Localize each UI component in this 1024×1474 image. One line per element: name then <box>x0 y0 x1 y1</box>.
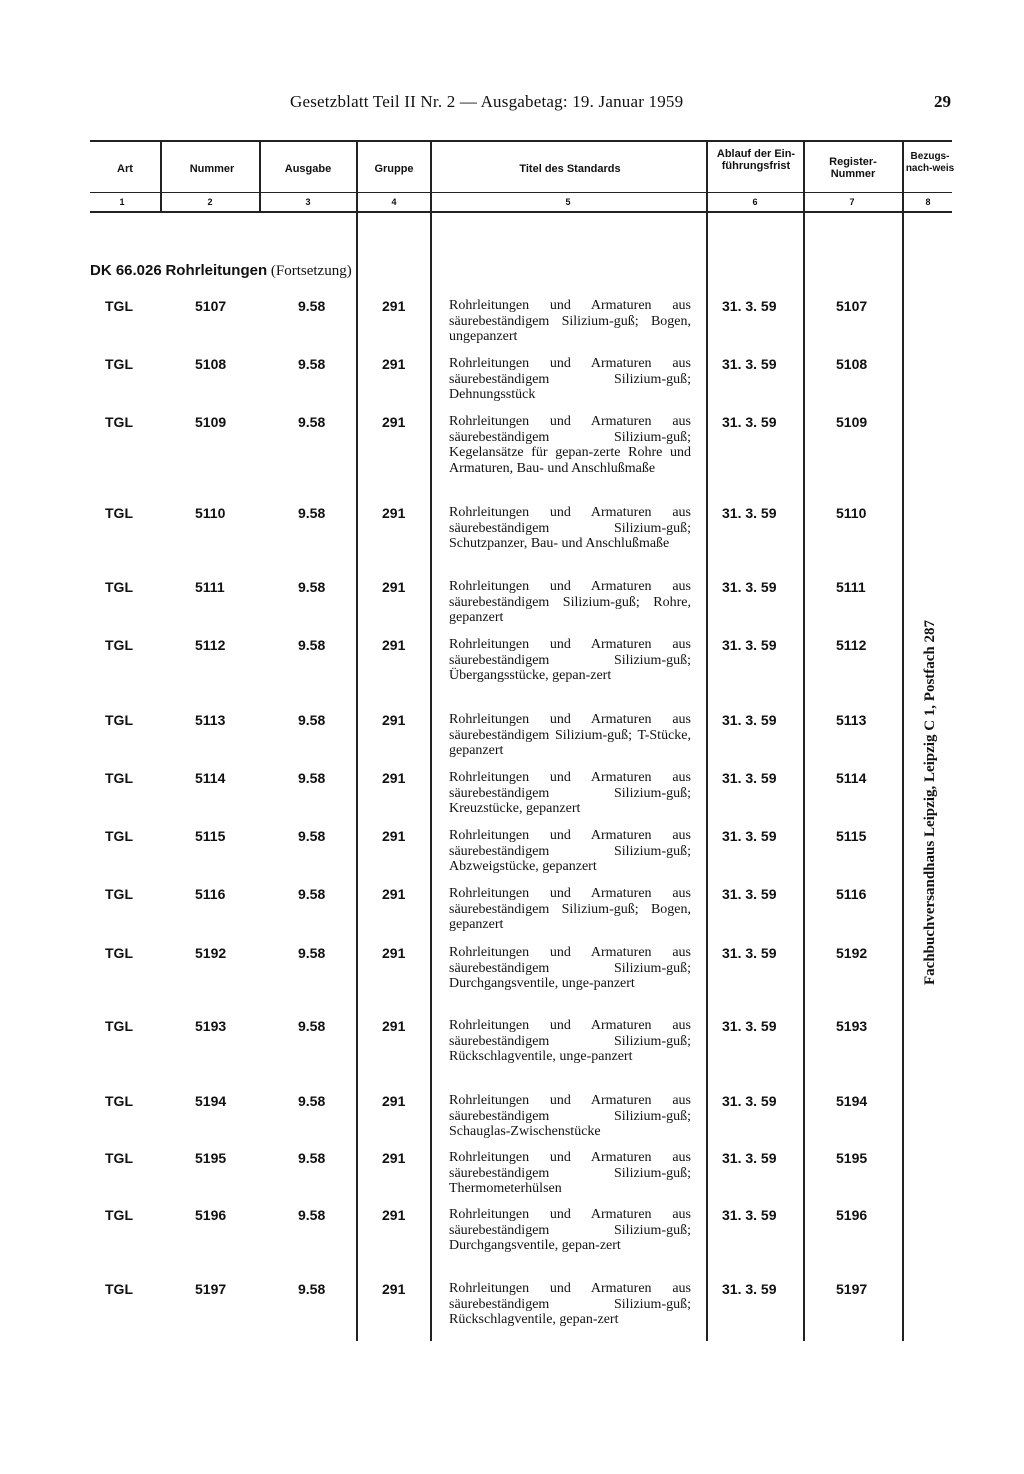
cell-titel: Rohrleitungen und Armaturen aus säurebeständigem Silizium-guß; Abzweigstücke, gepanzert <box>449 828 691 874</box>
cell-nummer: 5108 <box>195 356 227 372</box>
cell-art: TGL <box>105 1150 133 1166</box>
cell-ausgabe: 9.58 <box>298 770 326 786</box>
cell-nummer: 5197 <box>195 1281 227 1297</box>
cell-ausgabe: 9.58 <box>298 945 326 961</box>
cell-ausgabe: 9.58 <box>298 1207 326 1223</box>
cell-gruppe: 291 <box>382 1093 406 1109</box>
cell-ausgabe: 9.58 <box>298 356 326 372</box>
cell-frist: 31. 3. 59 <box>722 1281 777 1297</box>
cell-titel: Rohrleitungen und Armaturen aus säurebeständigem Silizium-guß; Bogen, gepanzert <box>449 886 691 932</box>
cell-frist: 31. 3. 59 <box>722 579 777 595</box>
cell-ausgabe: 9.58 <box>298 1150 326 1166</box>
cell-frist: 31. 3. 59 <box>722 414 777 430</box>
cell-art: TGL <box>105 1207 133 1223</box>
colnum-bottom-rule <box>90 211 952 213</box>
cell-titel: Rohrleitungen und Armaturen aus säurebeständigem Silizium-guß; Thermometerhülsen <box>449 1150 691 1196</box>
cell-gruppe: 291 <box>382 1018 406 1034</box>
cell-art: TGL <box>105 886 133 902</box>
cell-art: TGL <box>105 579 133 595</box>
cell-titel: Rohrleitungen und Armaturen aus säurebeständigem Silizium-guß; T-Stücke, gepanzert <box>449 712 691 758</box>
cell-frist: 31. 3. 59 <box>722 828 777 844</box>
cell-art: TGL <box>105 637 133 653</box>
colhead-titel: Titel des Standards <box>519 163 621 175</box>
cell-art: TGL <box>105 298 133 314</box>
cell-register: 5107 <box>836 298 868 314</box>
cell-frist: 31. 3. 59 <box>722 505 777 521</box>
cell-gruppe: 291 <box>382 1150 406 1166</box>
cell-register: 5114 <box>836 770 867 786</box>
col-divider-2 <box>259 141 261 213</box>
cell-frist: 31. 3. 59 <box>722 1093 777 1109</box>
cell-titel: Rohrleitungen und Armaturen aus säurebeständigem Silizium-guß; Kegelansätze für gepan-zerte Rohre und Armaturen, Bau- und Anschlußmaße <box>449 414 691 476</box>
cell-titel: Rohrleitungen und Armaturen aus säurebeständigem Silizium-guß; Rohre, gepanzert <box>449 579 691 625</box>
colhead-bezug: Bezugs-nach-weis <box>905 151 955 174</box>
cell-art: TGL <box>105 945 133 961</box>
cell-frist: 31. 3. 59 <box>722 945 777 961</box>
cell-titel: Rohrleitungen und Armaturen aus säurebeständigem Silizium-guß; Rückschlagventile, unge-panzert <box>449 1018 691 1064</box>
cell-nummer: 5116 <box>195 886 226 902</box>
cell-titel: Rohrleitungen und Armaturen aus säurebeständigem Silizium-guß; Durchgangsventile, unge-panzert <box>449 945 691 991</box>
cell-titel: Rohrleitungen und Armaturen aus säurebeständigem Silizium-guß; Schauglas-Zwischenstücke <box>449 1093 691 1139</box>
cell-nummer: 5113 <box>195 712 226 728</box>
cell-art: TGL <box>105 1093 133 1109</box>
table-top-rule <box>90 140 952 142</box>
header-bottom-rule <box>90 192 952 193</box>
publisher-side-text: Fachbuchversandhaus Leipzig, Leipzig C 1, Postfach 287 <box>922 619 938 985</box>
cell-art: TGL <box>105 1018 133 1034</box>
section-dk: DK 66.026 <box>90 262 162 279</box>
cell-gruppe: 291 <box>382 356 406 372</box>
colnum-1: 1 <box>119 197 125 207</box>
cell-register: 5115 <box>836 828 867 844</box>
cell-ausgabe: 9.58 <box>298 505 326 521</box>
cell-ausgabe: 9.58 <box>298 298 326 314</box>
cell-register: 5195 <box>836 1150 868 1166</box>
cell-art: TGL <box>105 712 133 728</box>
colhead-gruppe: Gruppe <box>374 163 414 175</box>
cell-art: TGL <box>105 1281 133 1297</box>
col-divider-5 <box>706 141 708 1341</box>
col-divider-7 <box>902 141 904 1341</box>
cell-nummer: 5192 <box>195 945 227 961</box>
page-number: 29 <box>934 92 951 111</box>
cell-register: 5192 <box>836 945 868 961</box>
colhead-art: Art <box>117 163 133 175</box>
cell-frist: 31. 3. 59 <box>722 1207 777 1223</box>
cell-ausgabe: 9.58 <box>298 414 326 430</box>
cell-frist: 31. 3. 59 <box>722 298 777 314</box>
colhead-register: Register-Nummer <box>829 156 877 180</box>
cell-art: TGL <box>105 414 133 430</box>
cell-register: 5116 <box>836 886 867 902</box>
col-divider-1 <box>160 141 162 213</box>
cell-gruppe: 291 <box>382 579 406 595</box>
cell-art: TGL <box>105 505 133 521</box>
cell-frist: 31. 3. 59 <box>722 770 777 786</box>
cell-frist: 31. 3. 59 <box>722 1018 777 1034</box>
col-divider-4 <box>430 141 432 1341</box>
cell-gruppe: 291 <box>382 770 406 786</box>
cell-gruppe: 291 <box>382 1281 406 1297</box>
colnum-5: 5 <box>565 197 571 207</box>
cell-ausgabe: 9.58 <box>298 1093 326 1109</box>
cell-nummer: 5114 <box>195 770 226 786</box>
cell-register: 5110 <box>836 505 867 521</box>
cell-art: TGL <box>105 770 133 786</box>
cell-frist: 31. 3. 59 <box>722 637 777 653</box>
cell-gruppe: 291 <box>382 945 406 961</box>
cell-nummer: 5194 <box>195 1093 227 1109</box>
cell-gruppe: 291 <box>382 298 406 314</box>
cell-titel: Rohrleitungen und Armaturen aus säurebeständigem Silizium-guß; Rückschlagventile, gepan-zert <box>449 1281 691 1327</box>
cell-gruppe: 291 <box>382 505 406 521</box>
cell-nummer: 5112 <box>195 637 226 653</box>
cell-ausgabe: 9.58 <box>298 579 326 595</box>
cell-register: 5111 <box>836 579 866 595</box>
cell-titel: Rohrleitungen und Armaturen aus säurebeständigem Silizium-guß; Bogen, ungepanzert <box>449 298 691 344</box>
cell-art: TGL <box>105 828 133 844</box>
cell-gruppe: 291 <box>382 886 406 902</box>
colnum-8: 8 <box>925 197 931 207</box>
cell-register: 5108 <box>836 356 868 372</box>
section-heading <box>90 262 352 280</box>
cell-gruppe: 291 <box>382 828 406 844</box>
cell-register: 5194 <box>836 1093 868 1109</box>
cell-register: 5196 <box>836 1207 868 1223</box>
colnum-4: 4 <box>391 197 397 207</box>
cell-register: 5113 <box>836 712 867 728</box>
col-divider-3 <box>356 141 358 1341</box>
col-divider-6 <box>803 141 805 1341</box>
cell-nummer: 5111 <box>195 579 225 595</box>
cell-gruppe: 291 <box>382 414 406 430</box>
cell-titel: Rohrleitungen und Armaturen aus säurebeständigem Silizium-guß; Schutzpanzer, Bau- und Anschlußmaße <box>449 505 691 551</box>
cell-ausgabe: 9.58 <box>298 712 326 728</box>
cell-gruppe: 291 <box>382 1207 406 1223</box>
cell-register: 5193 <box>836 1018 868 1034</box>
section-name: Rohrleitungen <box>165 262 268 279</box>
cell-ausgabe: 9.58 <box>298 886 326 902</box>
colnum-2: 2 <box>207 197 213 207</box>
colhead-frist: Ablauf der Ein-führungsfrist <box>716 148 796 172</box>
cell-ausgabe: 9.58 <box>298 637 326 653</box>
cell-register: 5197 <box>836 1281 868 1297</box>
cell-frist: 31. 3. 59 <box>722 1150 777 1166</box>
cell-titel: Rohrleitungen und Armaturen aus säurebeständigem Silizium-guß; Dehnungsstück <box>449 356 691 402</box>
cell-register: 5112 <box>836 637 867 653</box>
cell-titel: Rohrleitungen und Armaturen aus säurebeständigem Silizium-guß; Übergangsstücke, gepan-zert <box>449 637 691 683</box>
cell-nummer: 5196 <box>195 1207 227 1223</box>
colnum-7: 7 <box>849 197 855 207</box>
cell-register: 5109 <box>836 414 868 430</box>
cell-ausgabe: 9.58 <box>298 828 326 844</box>
colnum-6: 6 <box>752 197 758 207</box>
cell-art: TGL <box>105 356 133 372</box>
cell-ausgabe: 9.58 <box>298 1281 326 1297</box>
colhead-ausgabe: Ausgabe <box>284 163 332 175</box>
section-suffix: (Fortsetzung) <box>270 263 352 279</box>
colhead-nummer: Nummer <box>189 163 235 175</box>
colnum-3: 3 <box>305 197 311 207</box>
cell-gruppe: 291 <box>382 637 406 653</box>
cell-nummer: 5195 <box>195 1150 227 1166</box>
cell-frist: 31. 3. 59 <box>722 712 777 728</box>
cell-ausgabe: 9.58 <box>298 1018 326 1034</box>
cell-frist: 31. 3. 59 <box>722 356 777 372</box>
page-header: Gesetzblatt Teil II Nr. 2 — Ausgabetag: 19. Januar 1959 <box>290 92 684 111</box>
cell-nummer: 5110 <box>195 505 226 521</box>
cell-nummer: 5115 <box>195 828 226 844</box>
cell-nummer: 5109 <box>195 414 227 430</box>
cell-nummer: 5193 <box>195 1018 227 1034</box>
cell-titel: Rohrleitungen und Armaturen aus säurebeständigem Silizium-guß; Durchgangsventile, gepan-zert <box>449 1207 691 1253</box>
cell-titel: Rohrleitungen und Armaturen aus säurebeständigem Silizium-guß; Kreuzstücke, gepanzert <box>449 770 691 816</box>
cell-nummer: 5107 <box>195 298 227 314</box>
cell-frist: 31. 3. 59 <box>722 886 777 902</box>
cell-gruppe: 291 <box>382 712 406 728</box>
